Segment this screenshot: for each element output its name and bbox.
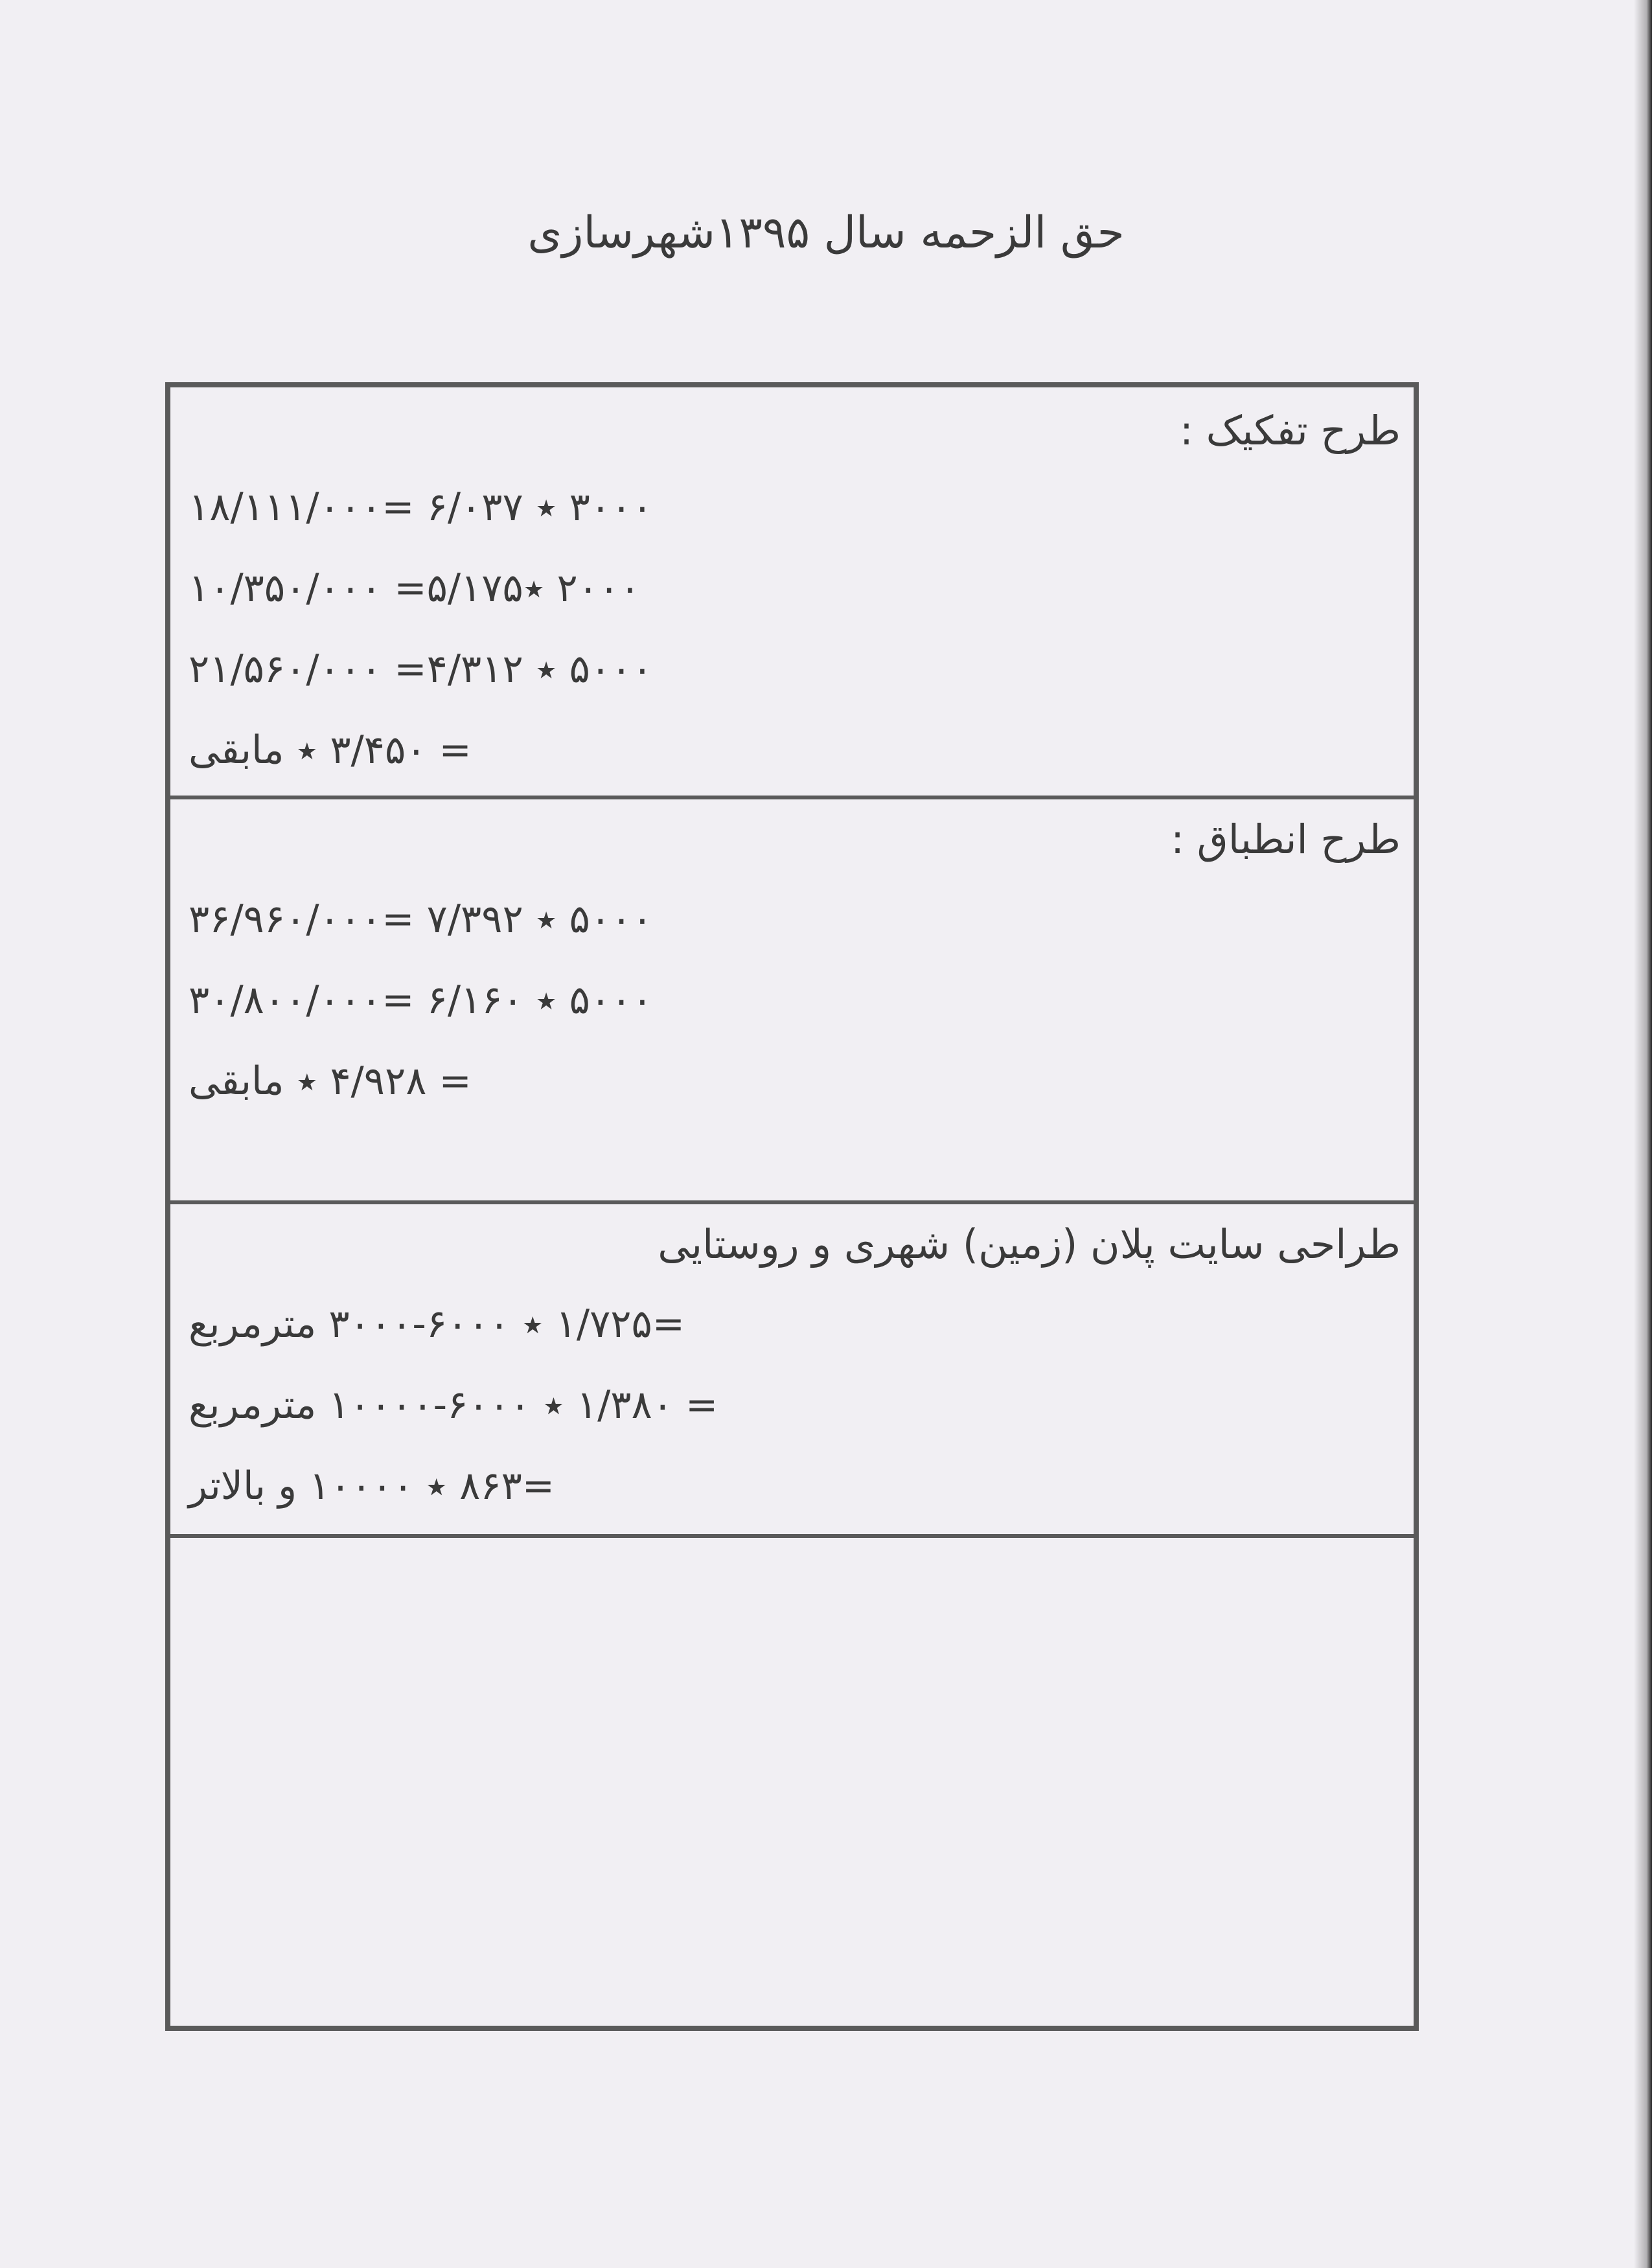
- section-site-plan-design: [170, 1200, 1414, 1534]
- calc-line: =۸۶۳ ٭ ۱۰۰۰۰ و بالاتر: [189, 1463, 555, 1509]
- calc-line: ۲۰۰۰ ٭۵/۱۷۵= ۱۰/۳۵۰/۰۰۰: [189, 566, 641, 611]
- section-subdivision-plan: [170, 387, 1414, 796]
- section-empty: [170, 1534, 1414, 2026]
- calc-line: = ۳/۴۵۰ ٭ مابقی: [189, 727, 472, 773]
- calc-line: ۵۰۰۰ ٭ ۶/۱۶۰ =۳۰/۸۰۰/۰۰۰: [189, 978, 653, 1023]
- page-edge-shadow: [1634, 0, 1652, 2268]
- calc-line: ۵۰۰۰ ٭ ۷/۳۹۲ =۳۶/۹۶۰/۰۰۰: [189, 897, 653, 942]
- section-heading: طرح تفکیک :: [1180, 407, 1401, 454]
- calc-line: ۳۰۰۰ ٭ ۶/۰۳۷ =۱۸/۱۱۱/۰۰۰: [189, 485, 653, 530]
- page-title: حق الزحمه سال ۱۳۹۵شهرسازی: [527, 207, 1125, 258]
- fee-table: [165, 382, 1419, 2031]
- section-conformity-plan: [170, 796, 1414, 1200]
- section-heading: طراحی سایت پلان (زمین) شهری و روستایی: [658, 1220, 1401, 1268]
- calc-line: = ۴/۹۲۸ ٭ مابقی: [189, 1059, 472, 1104]
- calc-line: =۱/۷۲۵ ٭ ۶۰۰۰-۳۰۰۰ مترمربع: [189, 1301, 685, 1347]
- section-heading: طرح انطباق :: [1171, 816, 1401, 863]
- calc-line: = ۱/۳۸۰ ٭ ۶۰۰۰-۱۰۰۰۰ مترمربع: [189, 1382, 718, 1428]
- calc-line: ۵۰۰۰ ٭ ۴/۳۱۲= ۲۱/۵۶۰/۰۰۰: [189, 647, 653, 692]
